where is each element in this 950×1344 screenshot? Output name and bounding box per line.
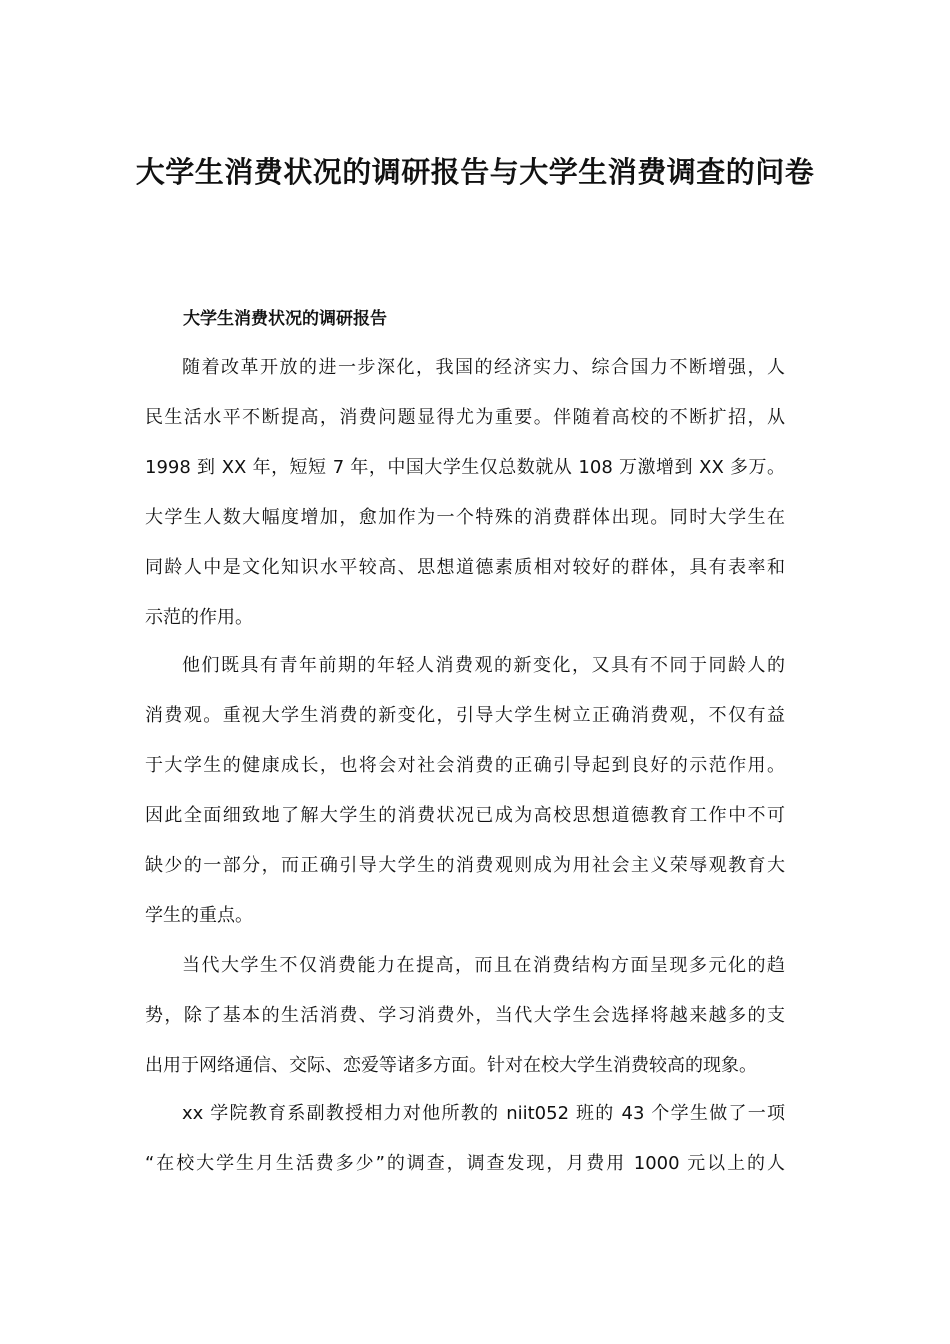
- paragraph-3: [145, 941, 785, 1091]
- paragraph-line: 1998 到 XX 年，短短 7 年，中国大学生仅总数就从 108 万激增到 XX 多万。: [145, 457, 785, 478]
- paragraph-line: 他们既具有青年前期的年轻人消费观的新变化，又具有不同于同龄人的: [182, 655, 785, 676]
- paragraph-line: 势，除了基本的生活消费、学习消费外，当代大学生会选择将越来越多的支: [145, 1005, 785, 1026]
- paragraph-line: 出用于网络通信、交际、恋爱等诸多方面。针对在校大学生消费较高的现象。: [145, 1055, 757, 1076]
- paragraph-2: [145, 641, 785, 941]
- paragraph-line: 随着改革开放的进一步深化，我国的经济实力、综合国力不断增强，人: [182, 357, 785, 378]
- paragraph-line: 于大学生的健康成长，也将会对社会消费的正确引导起到良好的示范作用。: [145, 755, 785, 776]
- paragraph-line: 缺少的一部分，而正确引导大学生的消费观则成为用社会主义荣辱观教育大: [145, 855, 785, 876]
- section-heading: 大学生消费状况的调研报告: [183, 309, 387, 329]
- paragraph-line: “在校大学生月生活费多少”的调查，调查发现，月费用 1000 元以上的人: [145, 1153, 785, 1174]
- paragraph-4: [145, 1089, 785, 1189]
- paragraph-line: 学生的重点。: [145, 905, 253, 926]
- paragraph-line: 消费观。重视大学生消费的新变化，引导大学生树立正确消费观，不仅有益: [145, 705, 785, 726]
- paragraph-line: 同龄人中是文化知识水平较高、思想道德素质相对较好的群体，具有表率和: [145, 557, 785, 578]
- paragraph-line: 大学生人数大幅度增加，愈加作为一个特殊的消费群体出现。同时大学生在: [145, 507, 785, 528]
- paragraph-line: xx 学院教育系副教授相力对他所教的 niit052 班的 43 个学生做了一项: [182, 1103, 785, 1124]
- paragraph-line: 因此全面细致地了解大学生的消费状况已成为高校思想道德教育工作中不可: [145, 805, 785, 826]
- paragraph-line: 民生活水平不断提高，消费问题显得尤为重要。伴随着高校的不断扩招，从: [145, 407, 785, 428]
- paragraph-line: 当代大学生不仅消费能力在提高，而且在消费结构方面呈现多元化的趋: [182, 955, 785, 976]
- paragraph-1: [145, 343, 785, 643]
- paragraph-line: 示范的作用。: [145, 607, 253, 628]
- document-title: 大学生消费状况的调研报告与大学生消费调查的问卷: [135, 155, 815, 189]
